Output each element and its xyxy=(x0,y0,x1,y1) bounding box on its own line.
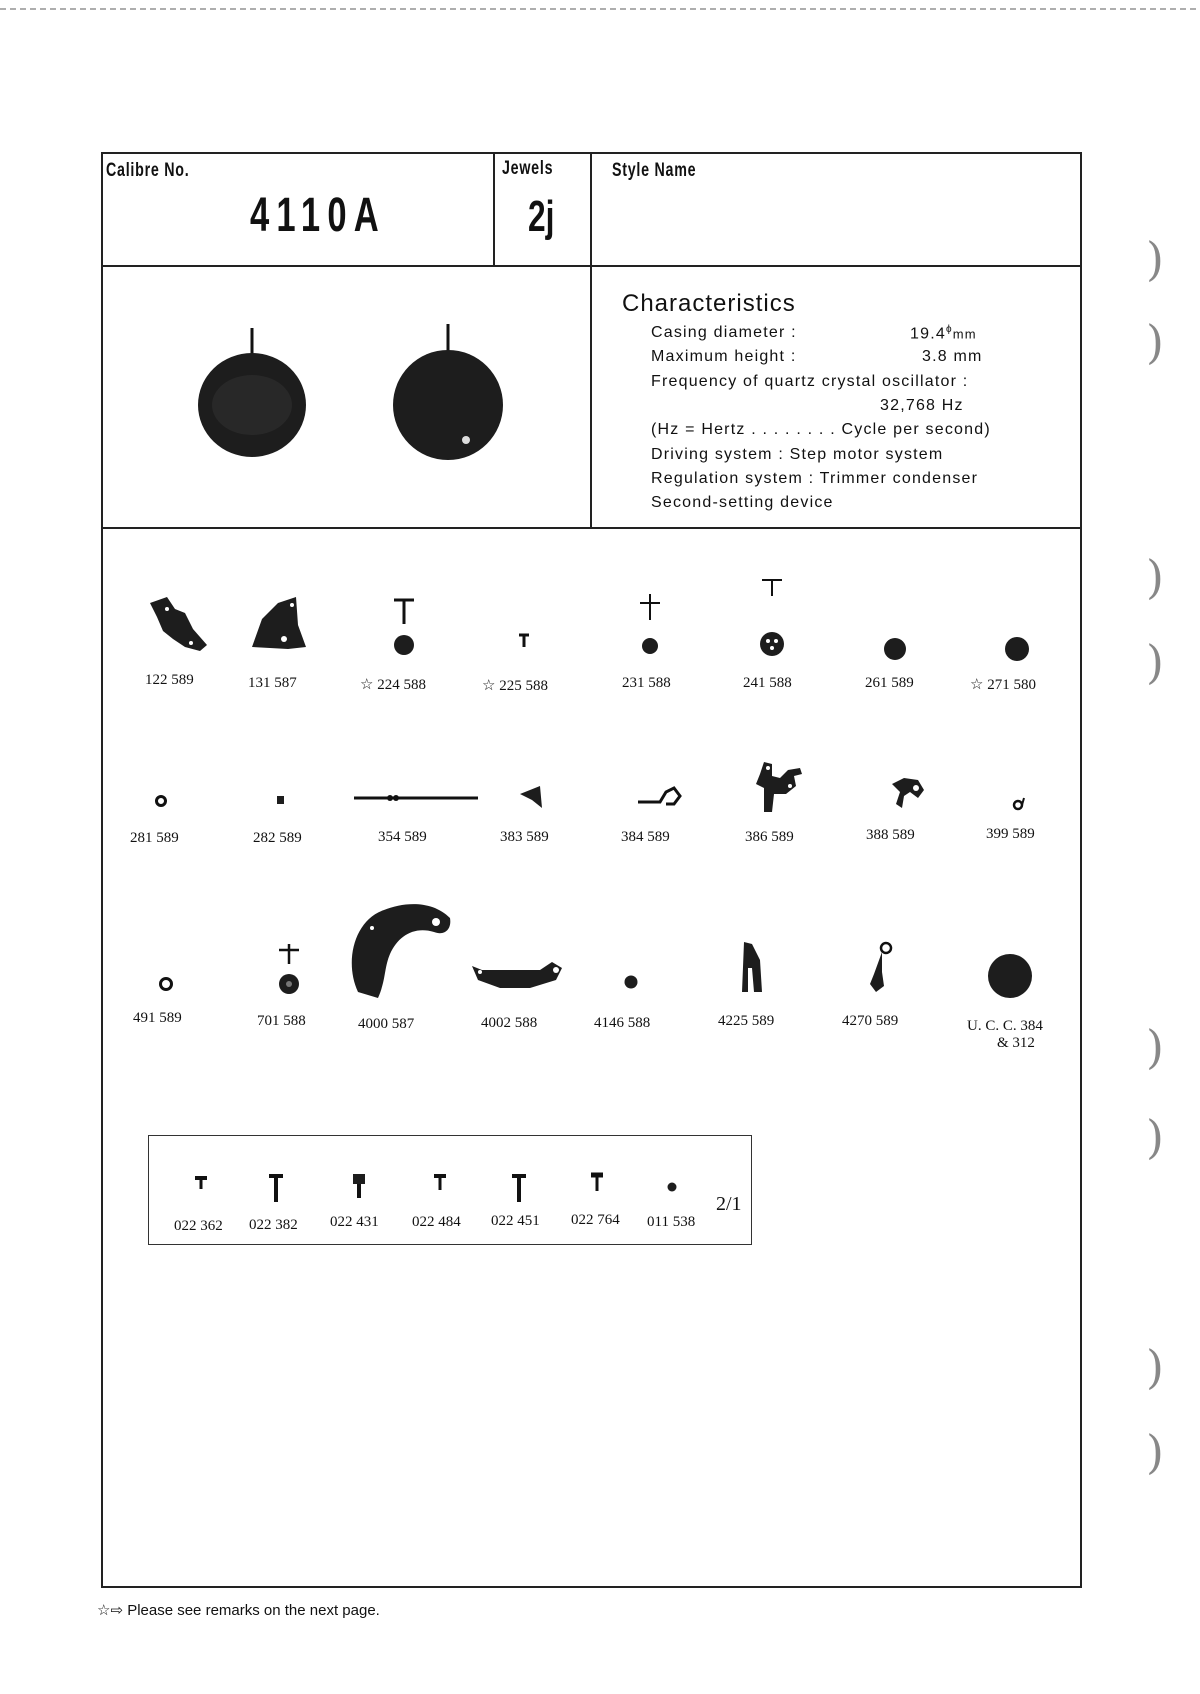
frequency-value: 32,768 Hz xyxy=(880,397,964,414)
part-241-588-label: 241 588 xyxy=(743,675,792,691)
binder-hole-mark: ) xyxy=(1146,232,1164,286)
binder-hole-mark: ) xyxy=(1146,635,1164,689)
part-4002-588-image xyxy=(470,958,565,994)
part-225-588-label: ☆ 225 588 xyxy=(482,678,548,694)
driving-system: Driving system : Step motor system xyxy=(651,446,944,463)
jewels-count: 2j xyxy=(528,192,555,241)
part-281-589-image xyxy=(154,794,168,808)
part-384-589-label: 384 589 xyxy=(621,829,670,845)
part-282-589-image xyxy=(274,793,288,807)
screw-011-538-image xyxy=(666,1181,678,1193)
part-354-589-image xyxy=(352,790,482,806)
part-131-587-image xyxy=(248,595,318,655)
part-282-589-label: 282 589 xyxy=(253,830,302,846)
part-386-589-label: 386 589 xyxy=(745,829,794,845)
part-491-589-image xyxy=(157,975,175,993)
part-261-589-label: 261 589 xyxy=(865,675,914,691)
part-383-589-label: 383 589 xyxy=(500,829,549,845)
screw-022-764-image xyxy=(589,1171,605,1197)
part-122-589-image xyxy=(145,595,215,655)
screw-022-484-image xyxy=(432,1172,448,1196)
part-122-589-label: 122 589 xyxy=(145,672,194,688)
part-4270-589-image xyxy=(864,940,894,1000)
jewels-label: Jewels xyxy=(502,158,554,179)
screw-022-484-label: 022 484 xyxy=(412,1214,461,1230)
part-4225-589-image xyxy=(738,940,768,1000)
screw-022-382-label: 022 382 xyxy=(249,1217,298,1233)
part-271-580-label: ☆ 271 580 xyxy=(970,677,1036,693)
binder-hole-mark: ) xyxy=(1146,315,1164,369)
part-225-588-image xyxy=(517,633,533,653)
part-231-588-image xyxy=(636,592,666,662)
battery-label-line1: U. C. C. 384 xyxy=(967,1018,1043,1034)
part-4146-588-image xyxy=(623,974,639,990)
screw-scale-ratio: 2/1 xyxy=(716,1193,742,1215)
calibre-label: Calibre No. xyxy=(106,160,190,181)
style-name-label: Style Name xyxy=(612,160,697,181)
binder-hole-mark: ) xyxy=(1146,1425,1164,1479)
battery-label-line2: & 312 xyxy=(997,1035,1035,1051)
movement-front-image xyxy=(190,320,320,460)
screw-022-431-image xyxy=(350,1172,368,1202)
part-384-589-image xyxy=(636,780,686,810)
part-399-589-label: 399 589 xyxy=(986,826,1035,842)
calibre-jewels-divider xyxy=(493,152,495,265)
screw-022-382-image xyxy=(266,1172,286,1206)
characteristics-title: Characteristics xyxy=(622,290,796,317)
part-388-589-image xyxy=(890,776,930,812)
binder-hole-mark: ) xyxy=(1146,1110,1164,1164)
screw-022-362-label: 022 362 xyxy=(174,1218,223,1234)
frequency-label: Frequency of quartz crystal oscillator : xyxy=(651,373,969,390)
second-setting-device: Second-setting device xyxy=(651,494,834,511)
part-701-588-image xyxy=(275,942,305,1002)
screw-022-451-image xyxy=(509,1172,529,1206)
part-4146-588-label: 4146 588 xyxy=(594,1015,651,1031)
part-281-589-label: 281 589 xyxy=(130,830,179,846)
part-388-589-label: 388 589 xyxy=(866,827,915,843)
footer-text: Please see remarks on the next page. xyxy=(127,1602,380,1619)
part-224-588-image xyxy=(390,594,420,664)
star-arrow-icon: ☆⇨ xyxy=(97,1602,124,1619)
binder-hole-mark: ) xyxy=(1146,1020,1164,1074)
part-701-588-label: 701 588 xyxy=(257,1013,306,1029)
casing-diameter-value: $19.4^\phi mm$ xyxy=(910,324,977,343)
part-131-587-label: 131 587 xyxy=(248,675,297,691)
part-4000-587-image xyxy=(350,902,455,1002)
part-271-580-image xyxy=(1002,634,1032,664)
part-4000-587-label: 4000 587 xyxy=(358,1016,415,1032)
regulation-system: Regulation system : Trimmer condenser xyxy=(651,470,979,487)
part-241-588-image xyxy=(758,574,788,664)
part-4002-588-label: 4002 588 xyxy=(481,1015,538,1031)
scan-top-border xyxy=(0,8,1200,10)
screw-011-538-label: 011 538 xyxy=(647,1214,696,1230)
part-354-589-label: 354 589 xyxy=(378,829,427,845)
binder-hole-mark: ) xyxy=(1146,1340,1164,1394)
part-399-589-image xyxy=(1011,796,1027,812)
max-height-value: 3.8 mm xyxy=(922,348,983,365)
screw-022-451-label: 022 451 xyxy=(491,1213,540,1229)
part-261-589-image xyxy=(880,634,910,664)
battery-image xyxy=(986,952,1036,1002)
part-491-589-label: 491 589 xyxy=(133,1010,182,1026)
max-height-label: Maximum height : xyxy=(651,348,797,365)
jewels-style-divider xyxy=(590,152,592,527)
part-224-588-label: ☆ 224 588 xyxy=(360,677,426,693)
part-383-589-image xyxy=(518,782,548,812)
casing-diameter-label: Casing diameter : xyxy=(651,324,797,341)
hz-note: (Hz = Hertz . . . . . . . . Cycle per second) xyxy=(651,421,991,438)
footer-note xyxy=(97,1601,380,1619)
movement-back-image xyxy=(390,320,520,460)
part-231-588-label: 231 588 xyxy=(622,675,671,691)
characteristics-divider xyxy=(101,527,1082,529)
screw-022-431-label: 022 431 xyxy=(330,1214,379,1230)
binder-hole-mark: ) xyxy=(1146,550,1164,604)
part-4225-589-label: 4225 589 xyxy=(718,1013,775,1029)
screw-022-764-label: 022 764 xyxy=(571,1212,620,1228)
part-4270-589-label: 4270 589 xyxy=(842,1013,899,1029)
screw-022-362-image xyxy=(193,1175,209,1195)
calibre-number: 4110A xyxy=(250,189,386,242)
part-386-589-image xyxy=(750,758,815,818)
